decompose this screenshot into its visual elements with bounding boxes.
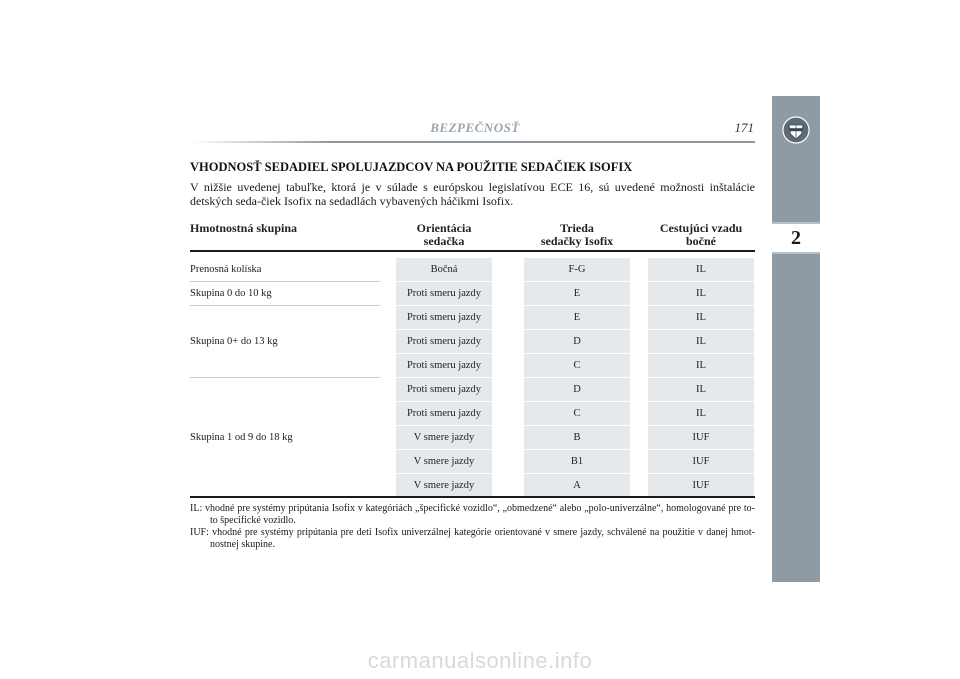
table-cell-class: D [524,378,630,401]
table-cell-orientation: V smere jazdy [396,474,492,497]
table-cell-class: D [524,330,630,353]
group-separator [190,377,380,378]
table-cell-class: E [524,306,630,329]
table-cell-orientation: Bočná [396,258,492,281]
table-cell-class: E [524,282,630,305]
table-cell-position: IL [648,354,754,377]
table-cell-orientation: V smere jazdy [396,450,492,473]
header-rule [190,141,755,143]
footnote-il [190,503,755,527]
table-cell-orientation: Proti smeru jazdy [396,306,492,329]
table-cell-position: IL [648,282,754,305]
weight-group-label: Prenosná kolíska [190,264,262,275]
watermark: carmanualsonline.info [367,648,593,673]
table-cell-orientation: Proti smeru jazdy [396,378,492,401]
chapter-tab[interactable]: 2 [772,222,820,254]
table-header-rule [190,250,755,252]
footnotes [190,503,755,551]
table-cell-orientation: Proti smeru jazdy [396,354,492,377]
lancia-shield-icon [782,116,810,144]
table-cell-position: IUF [648,474,754,497]
intro-paragraph: V nižšie uvedenej tabuľke, ktorá je v súlade s európskou legislatívou ECE 16, sú uvedené možnosti inštalácie detských seda-čiek Isofix na sedadlách vybavených háčikmi Isofix. [190,180,755,208]
table-cell-position: IUF [648,426,754,449]
table-cell-position: IUF [648,450,754,473]
table-cell-class: B1 [524,450,630,473]
table-cell-orientation: Proti smeru jazdy [396,282,492,305]
footnote-key: IL: [190,503,203,514]
page-number: 171 [734,120,754,135]
running-header: BEZPEČNOSŤ [430,120,520,135]
column-header-position-line2: bočné [686,234,716,248]
footnote-key: IUF: [190,527,209,538]
column-header-orientation [396,222,492,248]
table-footer-rule [190,496,755,498]
weight-group-label: Skupina 0+ do 13 kg [190,336,278,347]
weight-group-label: Skupina 1 od 9 do 18 kg [190,432,293,443]
column-header-group-label: Hmotnostná skupina [190,221,298,235]
column-header-group [190,222,297,235]
column-header-position [648,222,754,248]
table-cell-orientation: Proti smeru jazdy [396,330,492,353]
table-cell-class: B [524,426,630,449]
table-cell-orientation: Proti smeru jazdy [396,402,492,425]
column-header-orientation-line1: Orientácia [416,221,472,235]
footnote-iuf [190,527,755,551]
footnote-text: vhodné pre systémy pripútania Isofix v kategóriách „špecifické vozidlo“, „obmedzené“ alebo „polo-univerzálne“, homologované pre to-to špecifické vozidlo. [205,503,756,526]
section-title: VHODNOSŤ SEDADIEL SPOLUJAZDCOV NA POUŽITIE SEDAČIEK ISOFIX [190,160,633,174]
column-header-class [524,222,630,248]
table-cell-position: IL [648,330,754,353]
table-cell-class: F-G [524,258,630,281]
table-cell-class: A [524,474,630,497]
chapter-sidebar [772,96,820,582]
column-header-position-line1: Cestujúci vzadu [659,221,743,235]
column-header-orientation-line2: sedačka [423,234,465,248]
table-cell-position: IL [648,378,754,401]
weight-group-label: Skupina 0 do 10 kg [190,288,272,299]
column-header-class-line2: sedačky Isofix [540,234,614,248]
table-cell-class: C [524,402,630,425]
table-cell-position: IL [648,306,754,329]
table-cell-position: IL [648,258,754,281]
footnote-text: vhodné pre systémy pripútania pre deti Isofix univerzálnej kategórie orientované v smere jazdy, schválené na použitie v danej hmot-nostnej skupine. [210,527,755,550]
table-cell-position: IL [648,402,754,425]
column-header-class-line1: Trieda [560,221,594,235]
group-separator [190,305,380,306]
table-cell-orientation: V smere jazdy [396,426,492,449]
table-cell-class: C [524,354,630,377]
